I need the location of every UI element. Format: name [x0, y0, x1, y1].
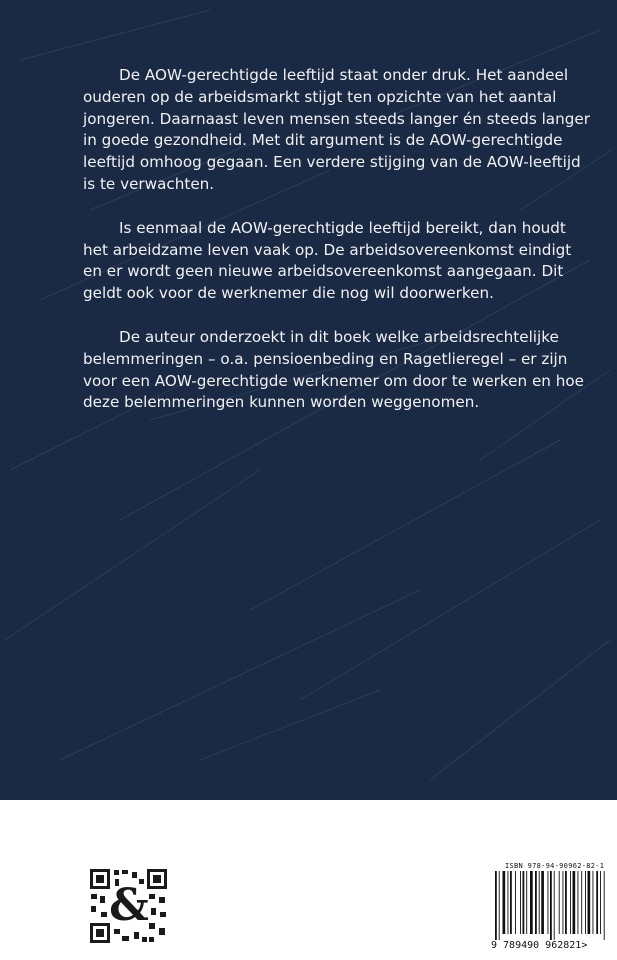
barcode-bar: [520, 871, 521, 934]
barcode-bar: [508, 871, 509, 934]
barcode-bar: [510, 871, 512, 934]
barcode-end-mark: >: [581, 940, 588, 951]
isbn-label: ISBN 978-94-90962-82-1: [505, 862, 605, 870]
barcode-bar: [523, 871, 525, 934]
blurb-paragraph: De auteur onderzoekt in dit boek welke arbeidsrechtelijke belemmeringen – o.a. pensioenbeding en Ragetlieregel – er zijn voor een AOW-gerechtigde werknemer om door te werken en hoe deze belemmeringen kunnen worden weggenomen.: [83, 327, 585, 412]
barcode-bar: [565, 871, 567, 934]
barcode-digits: 9 789490 962821: [491, 940, 582, 951]
isbn-barcode: [494, 871, 612, 940]
barcode-bar: [503, 871, 506, 934]
barcode-bar: [578, 871, 579, 934]
ampersand-symbol: &: [109, 880, 149, 931]
cover-blurb: [83, 65, 593, 436]
barcode-bar: [530, 871, 533, 934]
barcode-bar: [593, 871, 594, 934]
barcode-bar: [526, 871, 527, 934]
barcode-bar: [499, 871, 500, 940]
barcode-bar: [559, 871, 560, 934]
blurb-paragraph: Is eenmaal de AOW-gerechtigde leeftijd bereikt, dan houdt het arbeidzame leven vaak op. De arbeidsovereenkomst eindigt en er wordt geen nieuwe arbeidsovereenkomst aangegaan. Dit geldt ook voor de werknemer die nog wil doorwerken.: [83, 218, 572, 303]
barcode-bar: [588, 871, 591, 934]
barcode-bar: [539, 871, 540, 934]
barcode-bar: [581, 871, 582, 934]
barcode-bar: [515, 871, 516, 934]
barcode-bar: [573, 871, 576, 934]
barcode-number: [491, 940, 615, 951]
barcode-bar: [596, 871, 598, 934]
barcode-bar: [600, 871, 601, 934]
barcode-bar: [554, 871, 555, 940]
blurb-paragraph: De AOW-gerechtigde leeftijd staat onder druk. Het aandeel ouderen op de arbeidsmarkt stijgt ten opzichte van het aantal jongeren. Daarnaast leven mensen steeds langer én steeds langer in goede gezondheid. Met dit argument is de AOW-gerechtigde leeftijd omhoog gegaan. Een verdere stijging van de AOW-leeftijd is te verwachten.: [83, 66, 590, 193]
barcode-bar: [541, 871, 544, 934]
bottom-band: [0, 800, 617, 960]
barcode-bar: [550, 871, 552, 940]
qr-ampersand-logo-icon: [87, 866, 170, 946]
barcode-bar: [535, 871, 537, 934]
barcode-bar: [495, 871, 497, 940]
barcode-bar: [548, 871, 549, 934]
barcode-bar: [563, 871, 564, 934]
barcode-bar: [570, 871, 571, 934]
barcode-bar: [604, 871, 605, 940]
barcode-bar: [585, 871, 586, 934]
